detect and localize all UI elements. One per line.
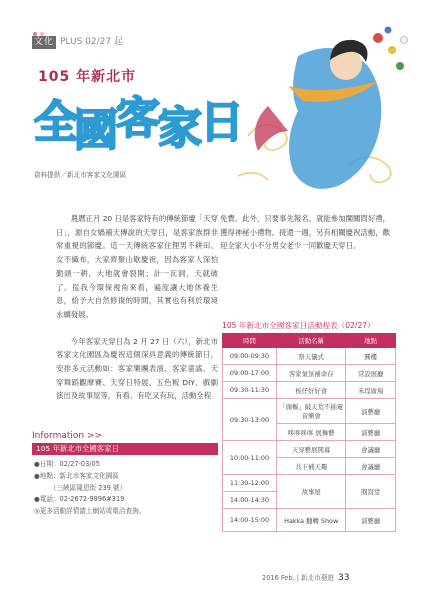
cell-location: 圓樓 — [346, 348, 396, 365]
info-date: ●日期：02/27-03/05 — [34, 460, 100, 468]
cell-location: 會議廳 — [346, 458, 396, 475]
cell-activity: Hakka 翻轉 Show — [276, 509, 345, 532]
cell-time: 09:30-13:00 — [223, 399, 277, 441]
cell-time: 11:30-12:00 — [223, 475, 277, 492]
cell-activity: 板仔好好食 — [276, 382, 345, 399]
title-char: 日 — [200, 97, 244, 148]
article-paragraph: 免費。此外，只要事先報名，就能參加闖關問好禮，獲得神秘小禮物。接還一週，另有相關慶祝活動，歡迎全家大小不分男女老少一同歡慶天穿日。 — [220, 214, 390, 251]
info-note: ◎更多活動詳情請上網站或電洽查詢。 — [34, 507, 146, 516]
cell-location: 常設展廳 — [346, 365, 396, 382]
table-row — [223, 475, 396, 492]
table-header-row — [223, 334, 396, 348]
title-char: 國 — [74, 105, 118, 156]
article-paragraph: 農曆正月 20 日是客家特有的傳統節慶「天穿日」，源自女媧補天傳說的天穿日，是客家族群非常重視的節慶。這一天傳統客家住俚男不耕田、女不織布，大家齊聚山歇慶祝，因為客家人深怕勤頭一耕，大地就會裂開；計一瓦洞，天就破了。從我今環保視角來看，遍度讓大地休養生息，給予大自然修復的時間，其實也有利於環境永續發展。 — [56, 214, 218, 319]
cell-time: 09:00-17:00 — [223, 365, 277, 382]
table-row — [223, 365, 396, 382]
cell-time: 09:00-09:30 — [223, 348, 277, 365]
info-location: ●地點：新北市客家文化園區 — [34, 471, 119, 480]
title-char: 客 — [116, 93, 160, 144]
decor-dot — [33, 32, 37, 36]
cell-activity: 「頭樞」破天荒不插電音樂會 — [276, 399, 345, 424]
cell-time: 14:00-15:00 — [223, 509, 277, 532]
table-row — [223, 441, 396, 458]
schedule-table — [222, 333, 396, 532]
page-title — [34, 93, 254, 156]
information-heading: Information >> — [32, 431, 103, 441]
table-row — [223, 348, 396, 365]
cell-location: 禾埕廣場 — [346, 382, 396, 399]
page-footer — [262, 572, 349, 583]
cell-location: 演藝廳 — [346, 509, 396, 532]
article-column-right — [220, 212, 390, 253]
article-paragraph: 今年客家天穿日為 2 月 27 日（六），新北市客家文化園區為慶祝這個深具意義的傳統節日，安排多元活動如：客家樂團表演、客家童謠、天穿舞蹈觀摩賽、天穿日特展、五色粄 DIY、戲劇演出及故事屋等，有看、有吃又有玩，活動全程 — [56, 336, 218, 401]
column-header: 地點 — [346, 334, 396, 348]
footer-text: 2016 Feb. | 新北市藝遊 — [262, 574, 335, 582]
article-column-left — [56, 212, 218, 403]
cell-activity: 哆哆哆哆 展舞藝 — [276, 424, 345, 441]
information-title-bar: 105 年新北市全國客家日 — [32, 443, 218, 455]
ribbon-shape — [255, 106, 288, 151]
cell-time: 09:30-11:30 — [223, 382, 277, 399]
column-header: 時間 — [223, 334, 277, 348]
information-list — [34, 459, 218, 518]
goddess-illustration — [228, 16, 418, 196]
cell-activity: 天穿藝展開幕 — [276, 441, 345, 458]
stone-icon — [373, 27, 408, 71]
page-number: 33 — [338, 573, 350, 583]
photo-credit: 資料提供／新北市客家文化園區 — [34, 171, 127, 179]
decor-dot — [40, 32, 44, 36]
cell-location: 演藝廳 — [346, 424, 396, 441]
column-header: 活動名稱 — [276, 334, 345, 348]
section-tag: 文化 — [33, 37, 54, 47]
info-address: （三峽區隆恩街 239 號） — [50, 483, 127, 492]
info-phone: ●電話：02-2672-9996#319 — [34, 495, 125, 504]
title-char: 全 — [34, 97, 78, 148]
cell-activity: 共下補天趣 — [276, 458, 345, 475]
cell-activity: 客家氣氛補命存 — [276, 365, 345, 382]
cell-time: 14:00-14:30 — [223, 492, 277, 509]
cell-time: 10:00-11:00 — [223, 441, 277, 475]
title-subtitle: 105 年新北市 — [38, 69, 137, 85]
schedule-caption: 105 年新北市全國客家日活動程表（02/27） — [222, 321, 375, 330]
table-row — [223, 509, 396, 532]
cell-location: 會議廳 — [346, 441, 396, 458]
cell-activity: 祭天儀式 — [276, 348, 345, 365]
title-char: 家 — [158, 103, 202, 154]
table-row — [223, 399, 396, 424]
cell-activity: 故事屋 — [276, 475, 345, 509]
cell-location: 閱寫堂 — [346, 475, 396, 509]
table-row — [223, 382, 396, 399]
cell-location: 演藝廳 — [346, 399, 396, 424]
section-tag-date: PLUS 02/27 起 — [60, 37, 123, 47]
